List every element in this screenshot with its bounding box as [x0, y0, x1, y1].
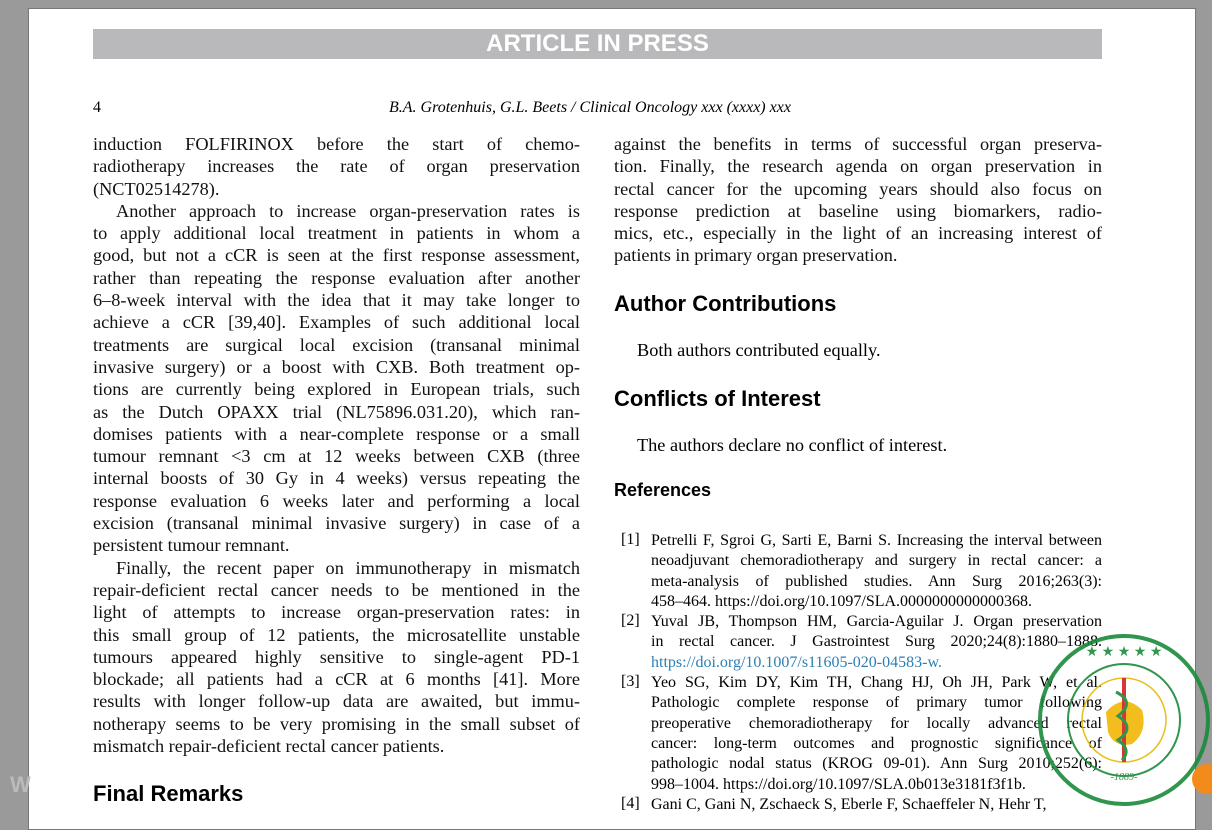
left-column: [93, 133, 580, 757]
running-head: B.A. Grotenhuis, G.L. Beets / Clinical Oncology xxx (xxxx) xxx: [389, 99, 791, 116]
text-line: Another approach to increase organ-preservation rates is: [116, 200, 580, 221]
text-line: induction FOLFIRINOX before the start of chemo-: [93, 134, 580, 154]
text-line: rather than repeating the response evaluation after another: [93, 267, 580, 288]
reference-number: [2]: [621, 612, 640, 630]
reference-number: [4]: [621, 794, 640, 812]
author-contributions-heading: Author Contributions: [614, 291, 837, 316]
reference-line: Pathologic complete response of primary tumor following: [651, 694, 1102, 712]
text-line: tumour remnant <3 cm at 12 weeks between CXB (three: [93, 446, 580, 467]
text-line: patients in primary organ preservation.: [614, 245, 898, 266]
watermark: W: [10, 772, 31, 797]
author-contributions-text: Both authors contributed equally.: [637, 340, 881, 360]
text-line: against the benefits in terms of successful organ preserva-: [614, 134, 1102, 154]
reference-line: Yeo SG, Kim DY, Kim TH, Chang HJ, Oh JH, Park W, et al.: [651, 674, 1102, 692]
text-line: this small group of 12 patients, the microsatellite unstable: [93, 624, 580, 645]
text-line: domises patients with a near-complete response or a small: [93, 423, 580, 444]
text-line: to apply additional local treatment in patients in whom a: [93, 223, 580, 244]
text-line: (NCT02514278).: [93, 178, 220, 199]
text-line: tions are currently being explored in European trials, such: [93, 379, 580, 400]
reference-line: neoadjuvant chemoradiotherapy and surgery in rectal cancer: a: [651, 552, 1102, 570]
hospital-seal-logo: [1036, 632, 1212, 808]
text-line: as the Dutch OPAXX trial (NL75896.031.20), which ran-: [93, 401, 580, 422]
text-line: response prediction at baseline using biomarkers, radio-: [614, 200, 1102, 221]
reference-line: 458–464. https://doi.org/10.1097/SLA.0000000000000368.: [651, 592, 1033, 610]
text-line: treatments are surgical local excision (transanal minimal: [93, 334, 580, 355]
right-column: [614, 133, 1102, 267]
text-line: rectal cancer for the upcoming years should also focus on: [614, 178, 1102, 199]
text-line: invasive surgery) or a boost with CXB. Both treatment op-: [93, 356, 580, 377]
reference-line: Petrelli F, Sgroi G, Sarti E, Barni S. Increasing the interval between: [651, 532, 1102, 549]
text-line: tion. Finally, the research agenda on organ preservation in: [614, 156, 1102, 177]
text-line: persistent tumour remnant.: [93, 535, 290, 556]
svg-text:★ ★ ★ ★ ★: ★ ★ ★ ★ ★: [1085, 645, 1163, 660]
reference-line: Yuval JB, Thompson HM, Garcia-Aguilar J. Organ preservation: [651, 613, 1102, 631]
reference-number: [1]: [621, 531, 640, 548]
text-line: good, but not a cCR is seen at the first response assessment,: [93, 245, 580, 266]
reference-number: [3]: [621, 673, 640, 691]
text-line: mics, etc., especially in the light of an increasing interest of: [614, 223, 1102, 244]
text-line: 6–8-week interval with the idea that it may take longer to: [93, 290, 580, 311]
svg-text:-1889-: -1889-: [1110, 772, 1138, 783]
reference-item: [621, 612, 1102, 673]
text-line: mismatch repair-deficient rectal cancer patients.: [93, 736, 445, 757]
page-number: 4: [93, 99, 101, 116]
reference-line: preoperative chemoradiotherapy for locally advanced rectal: [651, 714, 1102, 732]
conflicts-heading: Conflicts of Interest: [614, 386, 821, 411]
pdf-page: [28, 8, 1196, 830]
text-line: blockade; all patients had a cCR at 6 months [41]. More: [93, 669, 580, 690]
conflicts-text: The authors declare no conflict of interest.: [637, 435, 948, 455]
reference-line: cancer: long-term outcomes and prognostic significance of: [651, 734, 1102, 752]
text-line: notherapy seems to be very promising in the small subset of: [93, 713, 580, 734]
text-line: light of attempts to increase organ-preservation rates: in: [93, 602, 580, 623]
text-line: achieve a cCR [39,40]. Examples of such additional local: [93, 312, 580, 333]
text-line: internal boosts of 30 Gy in 4 weeks) versus repeating the: [93, 468, 580, 489]
text-line: radiotherapy increases the rate of organ preservation: [93, 156, 580, 177]
reference-line: 998–1004. https://doi.org/10.1097/SLA.0b013e3181f3f1b.: [651, 775, 1026, 793]
reference-line: pathologic nodal status (KROG 09-01). Ann Surg 2010;252(6):: [651, 755, 1102, 773]
references-heading: References: [614, 480, 712, 500]
text-line: repair-deficient rectal cancer needs to be mentioned in the: [93, 579, 580, 600]
reference-item: [621, 795, 1102, 815]
doi-link[interactable]: https://doi.org/10.1007/s11605-020-04583-w.: [651, 653, 942, 671]
final-remarks-heading: Final Remarks: [93, 781, 244, 806]
reference-line: in rectal cancer. J Gastrointest Surg 2020;24(8):1880–1888.: [651, 633, 1102, 651]
article-in-press-banner: ARTICLE IN PRESS: [93, 29, 1102, 59]
text-line: response evaluation 6 weeks later and performing a local: [93, 490, 580, 511]
reference-item: [621, 531, 1102, 612]
reference-line: meta-analysis of published studies. Ann Surg 2016;263(3):: [651, 572, 1102, 590]
text-line: excision (transanal minimal invasive surgery) in case of a: [93, 513, 580, 534]
text-line: tumours appeared highly sensitive to single-agent PD-1: [93, 646, 580, 667]
reference-item: [621, 673, 1102, 795]
reference-line: Gani C, Gani N, Zschaeck S, Eberle F, Schaeffeler N, Hehr T,: [651, 795, 1047, 813]
reference-list: [621, 531, 1102, 815]
text-line: Finally, the recent paper on immunotherapy in mismatch: [116, 557, 580, 578]
text-line: results with longer follow-up data are awaited, but immu-: [93, 691, 580, 712]
